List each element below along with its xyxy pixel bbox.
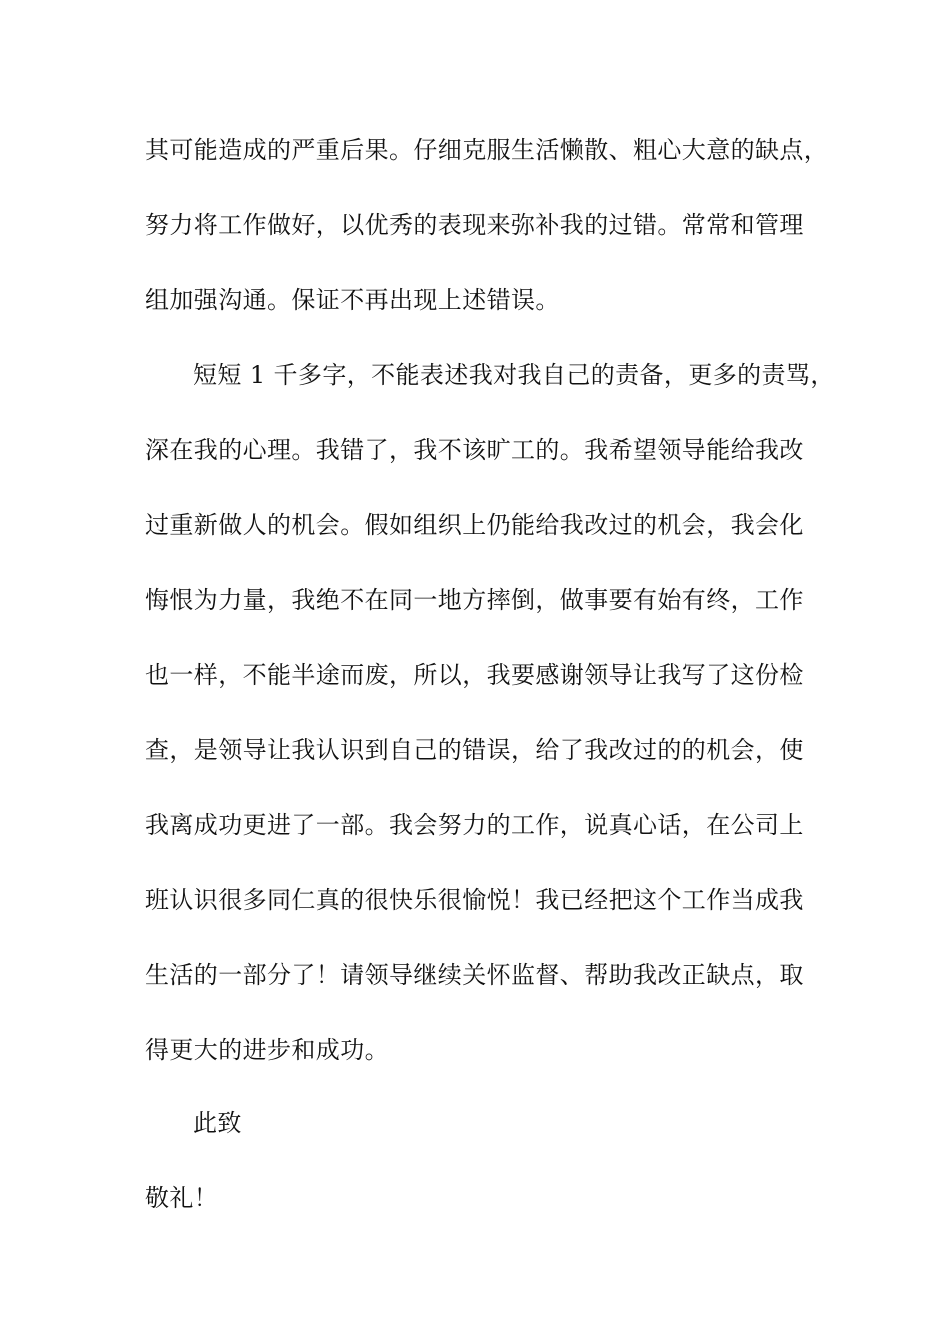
text-line: 得更大的进步和成功。 (145, 1036, 389, 1064)
text-line: 生活的一部分了！请领导继续关怀监督、帮助我改正缺点，取 (145, 961, 804, 989)
text-line: 查，是领导让我认识到自己的错误，给了我改过的的机会，使 (145, 736, 804, 764)
text-line: 过重新做人的机会。假如组织上仍能给我改过的机会，我会化 (145, 511, 804, 539)
text-line: 也一样，不能半途而废，所以，我要感谢领导让我写了这份检 (145, 661, 804, 689)
text-line: 我离成功更进了一部。我会努力的工作，说真心话，在公司上 (145, 811, 804, 839)
text-line: 班认识很多同仁真的很快乐很愉悦！我已经把这个工作当成我 (145, 886, 804, 914)
text-line: 深在我的心理。我错了，我不该旷工的。我希望领导能给我改 (145, 436, 804, 464)
text-line: 其可能造成的严重后果。仔细克服生活懒散、粗心大意的缺点， (145, 136, 829, 164)
text-line: 努力将工作做好，以优秀的表现来弥补我的过错。常常和管理 (145, 211, 804, 239)
closing-respect: 敬礼！ (145, 1184, 219, 1212)
text-line: 悔恨为力量，我绝不在同一地方摔倒，做事要有始有终，工作 (145, 586, 804, 614)
closing-salutation: 此致 (193, 1109, 242, 1137)
paragraph-start-line: 短短 1 千多字，不能表述我对我自己的责备，更多的责骂， (193, 361, 835, 389)
text-line: 组加强沟通。保证不再出现上述错误。 (145, 286, 560, 314)
